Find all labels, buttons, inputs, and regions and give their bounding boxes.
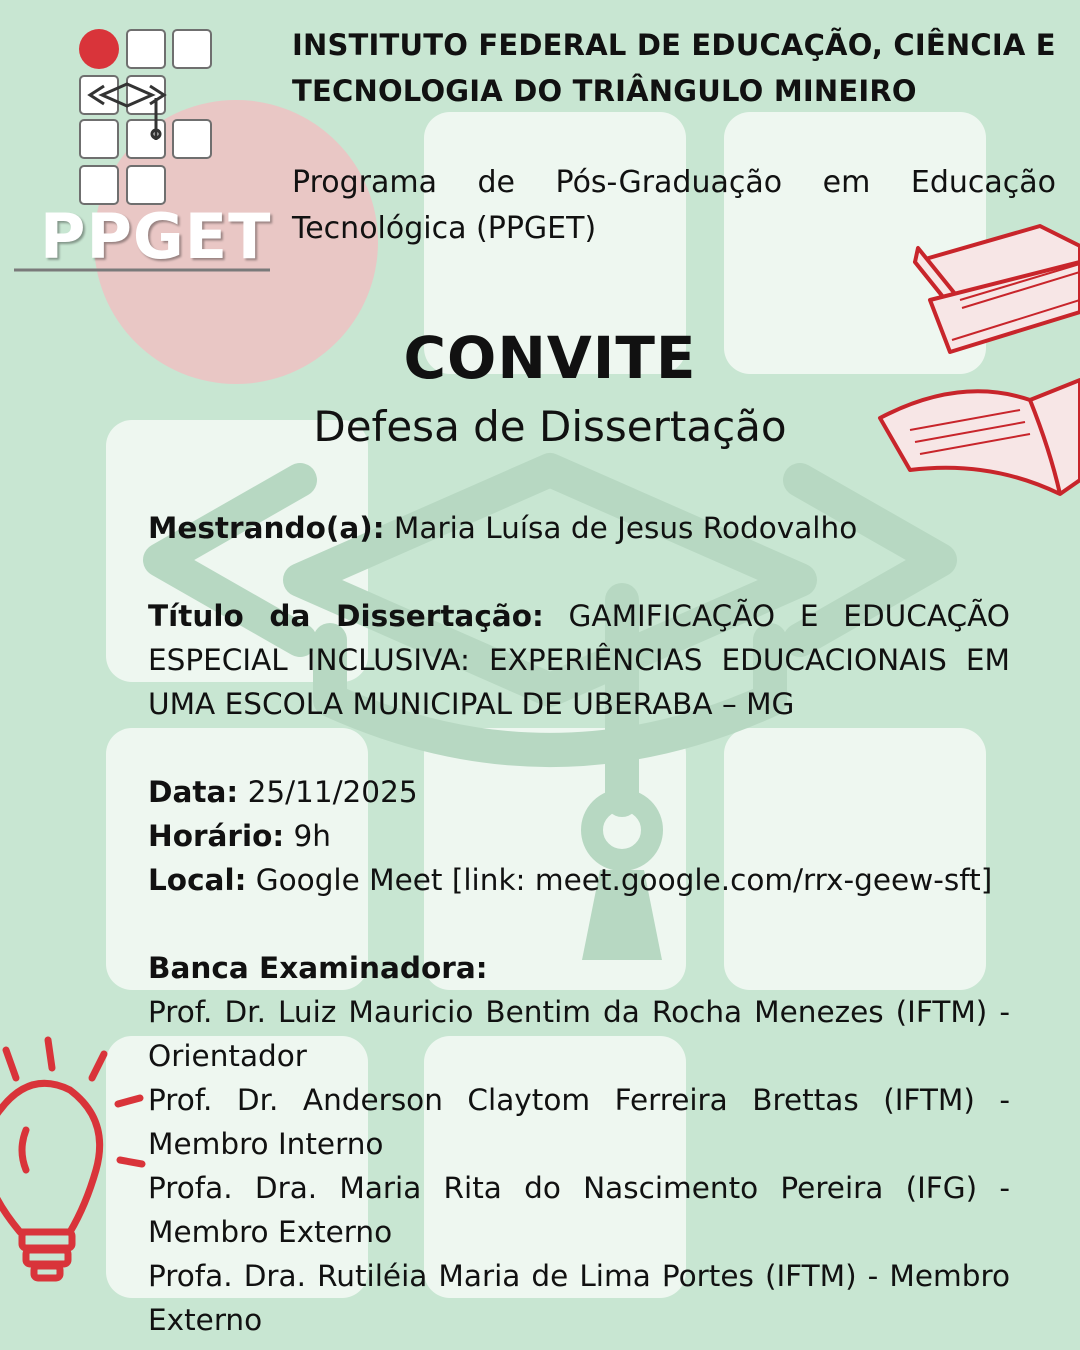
place-value: Google Meet [link: meet.google.com/rrx-geew-sft]	[246, 863, 993, 897]
thesis-label: Título da Dissertação:	[148, 599, 544, 633]
defense-details	[148, 506, 1010, 1342]
invite-title: CONVITE	[403, 324, 697, 392]
institution-title: INSTITUTO FEDERAL DE EDUCAÇÃO, CIÊNCIA E TECNOLOGIA DO TRIÂNGULO MINEIRO	[292, 28, 1056, 108]
committee-member: Profa. Dra. Rutiléia Maria de Lima Portes (IFTM) - Membro Externo	[148, 1259, 1010, 1337]
place-line	[148, 858, 1010, 902]
program-name: Programa de Pós-Graduação em Educação Tecnológica (PPGET)	[292, 165, 1056, 246]
committee-label: Banca Examinadora:	[148, 951, 488, 985]
date-value: 25/11/2025	[238, 775, 418, 809]
student-label: Mestrando(a):	[148, 511, 385, 545]
date-label: Data:	[148, 775, 239, 809]
student-line	[148, 506, 1010, 550]
date-line	[148, 770, 1010, 814]
time-line	[148, 814, 1010, 858]
committee-member: Prof. Dr. Luiz Mauricio Bentim da Rocha Menezes (IFTM) - Orientador	[148, 995, 1010, 1073]
thesis-line	[148, 594, 1010, 726]
logo-text: PPGET	[40, 200, 272, 273]
place-label: Local:	[148, 863, 247, 897]
thesis-value: GAMIFICAÇÃO E EDUCAÇÃO ESPECIAL INCLUSIVA: EXPERIÊNCIAS EDUCACIONAIS EM UMA ESCOLA MUNICIPAL DE UBERABA – MG	[148, 599, 1010, 721]
committee-member: Prof. Dr. Anderson Claytom Ferreira Brettas (IFTM) - Membro Interno	[148, 1083, 1010, 1161]
student-value: Maria Luísa de Jesus Rodovalho	[384, 511, 858, 545]
invite-subtitle: Defesa de Dissertação	[313, 402, 787, 451]
time-value: 9h	[284, 819, 331, 853]
time-label: Horário:	[148, 819, 285, 853]
committee-member: Profa. Dra. Maria Rita do Nascimento Pereira (IFG) - Membro Externo	[148, 1171, 1010, 1249]
